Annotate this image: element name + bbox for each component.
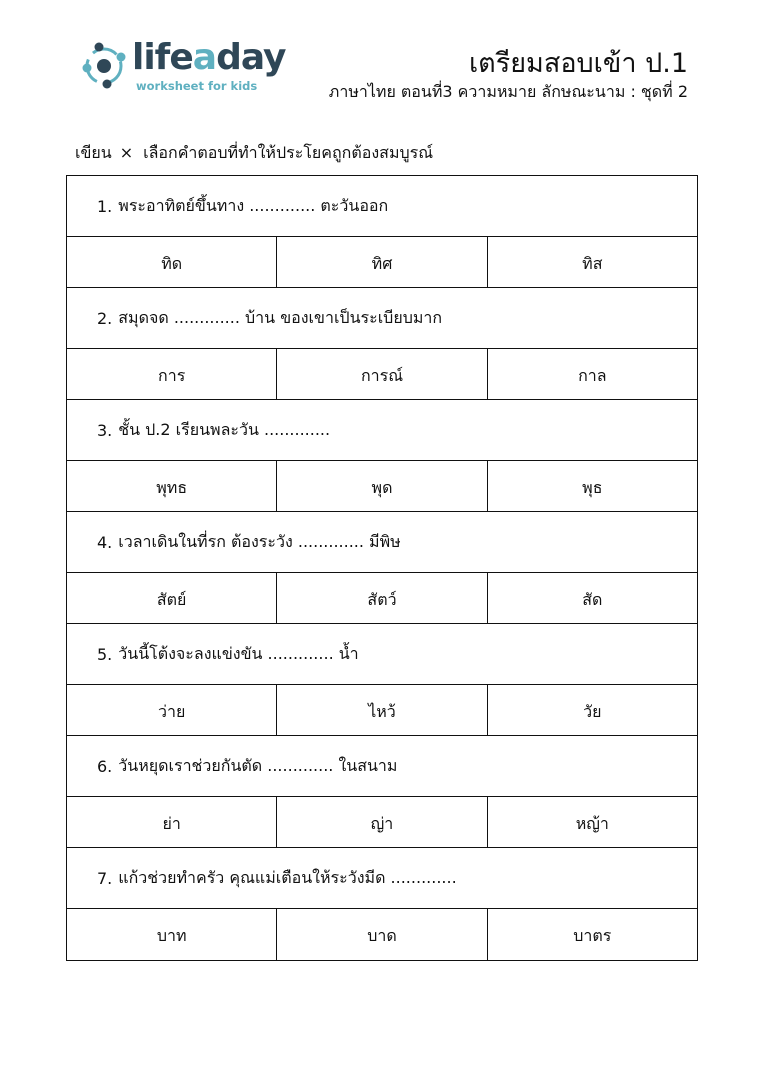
options-row <box>67 797 697 848</box>
answer-option[interactable]: สัตว์ <box>277 573 487 623</box>
page-title: เตรียมสอบเข้า ป.1 <box>468 48 688 79</box>
answer-option[interactable]: ไหว้ <box>277 685 487 735</box>
options-row <box>67 349 697 400</box>
answer-option[interactable]: ทิศ <box>277 237 487 287</box>
answer-option[interactable]: ทิส <box>582 253 603 273</box>
question-text: วันหยุดเราช่วยกันตัด ............. ในสนาม <box>118 755 398 775</box>
question-row <box>67 848 697 909</box>
question-row <box>67 176 697 237</box>
instruction <box>75 140 433 166</box>
question-number: 3. <box>97 420 113 440</box>
answer-option[interactable]: ญ่า <box>277 797 487 847</box>
question-number: 7. <box>97 868 113 888</box>
answer-option[interactable]: ย่า <box>67 797 277 847</box>
answer-option[interactable]: ทิด <box>67 237 277 287</box>
answer-option[interactable]: การณ์ <box>277 349 487 399</box>
cross-icon: × <box>119 143 134 162</box>
answer-option[interactable]: สัด <box>582 589 603 609</box>
question-text: สมุดจด ............. บ้าน ของเขาเป็นระเบียบมาก <box>118 307 443 327</box>
options-row <box>67 909 697 960</box>
options-row <box>67 461 697 512</box>
question-text: พระอาทิตย์ขึ้นทาง ............. ตะวันออก <box>118 195 389 215</box>
question-row <box>67 512 697 573</box>
answer-option[interactable]: พุด <box>277 461 487 511</box>
options-row <box>67 237 697 288</box>
answer-option[interactable]: บาท <box>67 909 277 960</box>
question-row <box>67 400 697 461</box>
question-text: วันนี้โต้งจะลงแข่งขัน ............. น้ำ <box>118 643 359 663</box>
answer-option[interactable]: การ <box>67 349 277 399</box>
options-row <box>67 685 697 736</box>
answer-option[interactable]: ว่าย <box>67 685 277 735</box>
question-number: 2. <box>97 308 113 328</box>
answer-option[interactable]: กาล <box>578 365 607 385</box>
answer-option[interactable]: หญ้า <box>575 813 609 833</box>
answer-option[interactable]: พุธ <box>582 477 603 497</box>
answer-option[interactable]: บาด <box>277 909 487 960</box>
question-number: 5. <box>97 644 113 664</box>
instruction-prefix: เขียน <box>75 143 112 162</box>
answer-option[interactable]: พุทธ <box>67 461 277 511</box>
molecule-logo-icon <box>82 40 132 90</box>
question-text: แก้วช่วยทำครัว คุณแม่เตือนให้ระวังมีด ............. <box>118 867 457 887</box>
question-row <box>67 736 697 797</box>
answer-option[interactable]: สัตย์ <box>67 573 277 623</box>
instruction-text: เลือกคำตอบที่ทำให้ประโยคถูกต้องสมบูรณ์ <box>143 143 434 162</box>
question-number: 6. <box>97 756 113 776</box>
answer-option[interactable]: วัย <box>583 701 602 721</box>
logo-wordmark: lifeaday <box>132 37 286 78</box>
options-row <box>67 573 697 624</box>
question-number: 1. <box>97 196 113 216</box>
question-row <box>67 624 697 685</box>
page-subtitle: ภาษาไทย ตอนที่3 ความหมาย ลักษณะนาม : ชุดที่ 2 <box>328 82 688 101</box>
logo-tagline: worksheet for kids <box>136 79 258 93</box>
lifeaday-logo <box>82 37 286 96</box>
question-row <box>67 288 697 349</box>
question-table <box>66 175 698 961</box>
answer-option[interactable]: บาตร <box>573 926 612 945</box>
question-text: ชั้น ป.2 เรียนพละวัน ............. <box>118 419 331 439</box>
question-text: เวลาเดินในที่รก ต้องระวัง ............. มีพิษ <box>118 531 401 551</box>
question-number: 4. <box>97 532 113 552</box>
